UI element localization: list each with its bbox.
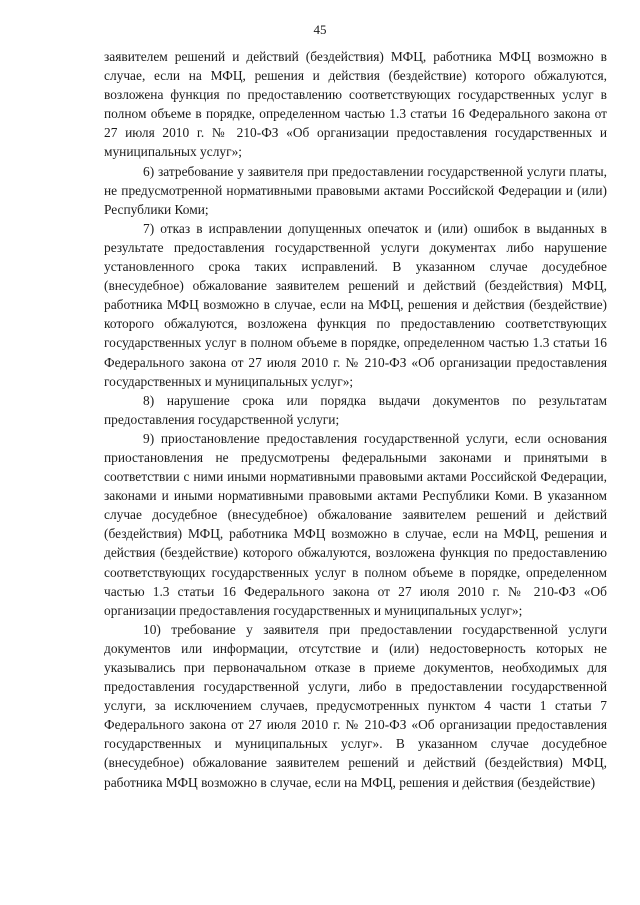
page-number: 45: [313, 22, 327, 37]
document-body: [104, 47, 607, 792]
paragraph-continuation: заявителем решений и действий (бездействия) МФЦ, работника МФЦ возможно в случае, если на МФЦ, решения и действия (бездействие) которого обжалуются, возложена функция по предоставлению соответствующих государственных услуг в полном объеме в порядке, определенном частью 1.3 статьи 16 Федерального закона от 27 июля 2010 г. № 210-ФЗ «Об организации предоставления государственных и муниципальных услуг»;: [104, 49, 607, 160]
paragraph-item-9: 9) приостановление предоставления государственной услуги, если основания приостановления не предусмотрены федеральными законами и принятыми в соответствии с ними иными нормативными правовыми актами Российской Федерации, законами и иными нормативными правовыми актами Республики Коми. В указанном случае досудебное (внесудебное) обжалование заявителем решений и действий (бездействия) МФЦ, работника МФЦ возможно в случае, если на МФЦ, решения и действия (бездействие) которого обжалуются, возложена функция по предоставлению соответствующих государственных услуг в полном объеме в порядке, определенном частью 1.3 статьи 16 Федерального закона от 27 июля 2010 г. № 210-ФЗ «Об организации предоставления государственных и муниципальных услуг»;: [104, 430, 607, 618]
paragraph-item-10: 10) требование у заявителя при предоставлении государственной услуги документов или информации, отсутствие и (или) недостоверность которых не указывались при первоначальном отказе в приеме документов, необходимых для предоставления государственной услуги, либо в предоставлении государственной услуги, за исключением случаев, предусмотренных пунктом 4 части 1 статьи 7 Федерального закона от 27 июля 2010 г. № 210-ФЗ «Об организации предоставления государственных и муниципальных услуг». В указанном случае досудебное (внесудебное) обжалование заявителем решений и действий (бездействия) МФЦ, работника МФЦ возможно в случае, если на МФЦ, решения и действия (бездействие): [104, 621, 607, 790]
paragraph-item-8: 8) нарушение срока или порядка выдачи документов по результатам предоставления государственной услуги;: [104, 392, 607, 427]
paragraph-item-6: 6) затребование у заявителя при предоставлении государственной услуги платы, не предусмотренной нормативными правовыми актами Российской Федерации и (или) Республики Коми;: [104, 163, 607, 217]
paragraph-item-7: 7) отказ в исправлении допущенных опечаток и (или) ошибок в выданных в результате предоставления государственной услуги документах либо нарушение установленного срока таких исправлений. В указанном случае досудебное (внесудебное) обжалование заявителем решений и действий (бездействия) МФЦ, работника МФЦ возможно в случае, если на МФЦ, решения и действия (бездействие) которого обжалуются, возложена функция по предоставлению соответствующих государственных услуг в полном объеме в порядке, определенном частью 1.3 статьи 16 Федерального закона от 27 июля 2010 г. № 210-ФЗ «Об организации предоставления государственных и муниципальных услуг»;: [104, 220, 607, 389]
